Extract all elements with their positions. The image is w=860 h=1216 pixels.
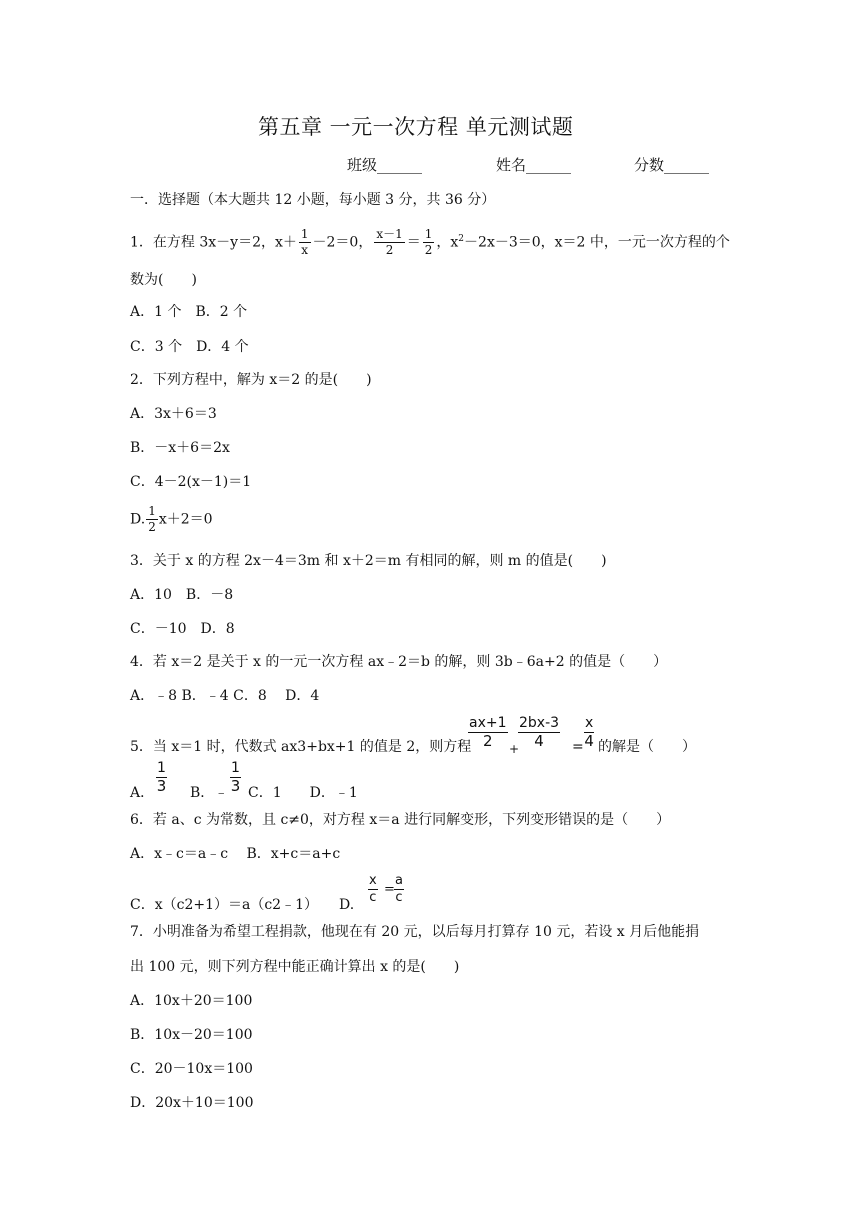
q2-d-fraction: [146, 505, 158, 534]
q6-d-numerator-2: a: [395, 873, 403, 888]
q1-fraction-3: [423, 228, 435, 257]
q1-f1-numerator: 1: [299, 228, 311, 243]
q5-b-numerator: 1: [231, 760, 240, 776]
question-5-stem-start: 5．当 x＝1 时，代数式 ax3+bx+1 的值是 2，则方程: [130, 739, 472, 755]
q5-a-numerator: 1: [157, 760, 166, 776]
question-5-stem-end: 的解是（ ）: [598, 739, 696, 755]
question-7-stem-line1: 7．小明准备为希望工程捐款，他现在有 20 元，以后每月打算存 10 元，若设 x 月后他能捐: [130, 924, 700, 940]
q5-option-b-label: B．﹣: [190, 785, 229, 801]
question-7-option-c: C．20－10x＝100: [130, 1061, 253, 1077]
section-heading: 一．选择题（本大题共 12 小题，每小题 3 分，共 36 分）: [130, 192, 496, 208]
question-3-stem: 3．关于 x 的方程 2x－4＝3m 和 x＋2＝m 有相同的解，则 m 的值是( ): [130, 553, 607, 569]
question-2-option-b: B．－x＋6＝2x: [130, 440, 230, 456]
q6-d-denominator-2: c: [395, 889, 403, 905]
q1-f1-denominator: x: [301, 243, 309, 258]
q5-fraction-2: [518, 716, 560, 749]
q1-f3-numerator: 1: [423, 228, 435, 243]
q5-f3-denominator: 4: [584, 731, 594, 750]
q5-options-rest: C．1 D．﹣1: [248, 785, 358, 801]
question-2-option-d: [130, 505, 213, 534]
q1-superscript: 2: [458, 234, 465, 244]
q6-option-d-fraction-1: [368, 874, 378, 904]
q6-option-d-equals: =: [384, 882, 395, 897]
question-3-options-cd: C．－10 D．8: [130, 621, 235, 637]
q5-option-a-label: A．: [130, 785, 155, 801]
q1-f2-numerator: x－1: [374, 228, 404, 243]
q5-option-b-fraction: [230, 761, 241, 794]
question-6-option-c: C．x（c2+1）＝a（c2﹣1） D.: [130, 897, 355, 913]
q5-option-a-fraction: [156, 761, 167, 794]
question-1-options-cd: C．3 个 D．4 个: [130, 339, 249, 355]
question-4-stem: 4．若 x＝2 是关于 x 的一元一次方程 ax﹣2＝b 的解，则 3b﹣6a+2 的值是（ ）: [130, 654, 668, 670]
q1-fraction-1: [299, 228, 311, 257]
q2-d-numerator: 1: [146, 505, 158, 520]
q5-fraction-1: [468, 716, 508, 749]
class-field-label: 班级______: [347, 156, 423, 174]
q5-f1-denominator: 2: [482, 731, 493, 750]
q1-text-mid3: ，x: [436, 234, 459, 251]
q2-d-label: D.: [130, 511, 146, 528]
q2-d-suffix: x＋2＝0: [158, 511, 213, 528]
question-6-options-ab: A．x﹣c＝a﹣c B．x+c＝a+c: [130, 846, 341, 862]
q5-f2-denominator: 4: [534, 731, 544, 750]
question-7-option-a: A．10x＋20＝100: [130, 993, 253, 1009]
question-2-option-c: C．4－2(x－1)＝1: [130, 474, 252, 490]
question-2-option-a: A．3x＋6＝3: [130, 406, 217, 422]
question-3-options-ab: A．10 B．－8: [130, 587, 234, 603]
q5-fraction-3: [584, 716, 594, 749]
q1-f2-denominator: 2: [385, 243, 394, 258]
q1-text-prefix: 1．在方程 3x－y＝2，x＋: [130, 234, 297, 251]
question-4-options: A．﹣8 B．﹣4 C．8 D．4: [130, 688, 320, 704]
name-field-label: 姓名______: [496, 156, 572, 174]
score-field-label: 分数______: [634, 156, 710, 174]
page-title: 第五章 一元一次方程 单元测试题: [258, 115, 574, 139]
question-2-stem: 2．下列方程中，解为 x＝2 的是( ): [130, 372, 372, 388]
q6-option-d-fraction-2: [394, 874, 404, 904]
q5-f1-numerator: ax+1: [469, 715, 507, 731]
q1-text-suffix: －2x－3＝0，x＝2 中，一元一次方程的个: [464, 234, 730, 251]
q2-d-denominator: 2: [148, 520, 156, 535]
q5-a-denominator: 3: [156, 776, 167, 795]
question-7-stem-line2: 出 100 元，则下列方程中能正确计算出 x 的是( ): [130, 959, 460, 975]
q5-b-denominator: 3: [230, 776, 241, 795]
q1-text-mid2: ＝: [406, 234, 421, 251]
q6-d-numerator-1: x: [369, 873, 377, 888]
q1-text-mid1: －2＝0，: [312, 234, 373, 251]
question-6-stem: 6．若 a、c 为常数，且 c≠0，对方程 x＝a 进行同解变形，下列变形错误的是（ ）: [130, 812, 671, 828]
question-1-stem: [130, 222, 730, 260]
q5-equals-sign: =: [572, 739, 584, 755]
q1-fraction-2: [374, 228, 404, 257]
q5-f3-numerator: x: [585, 715, 594, 731]
question-7-option-b: B．10x－20＝100: [130, 1027, 253, 1043]
q5-f2-numerator: 2bx-3: [519, 715, 560, 731]
question-1-stem-line2: 数为( ): [130, 272, 197, 288]
question-1-options-ab: A．1 个 B．2 个: [130, 304, 248, 320]
q1-f3-denominator: 2: [424, 243, 433, 258]
question-7-option-d: D．20x＋10＝100: [130, 1095, 254, 1111]
q6-d-denominator-1: c: [369, 889, 377, 905]
q5-plus-sign: +: [509, 742, 520, 756]
